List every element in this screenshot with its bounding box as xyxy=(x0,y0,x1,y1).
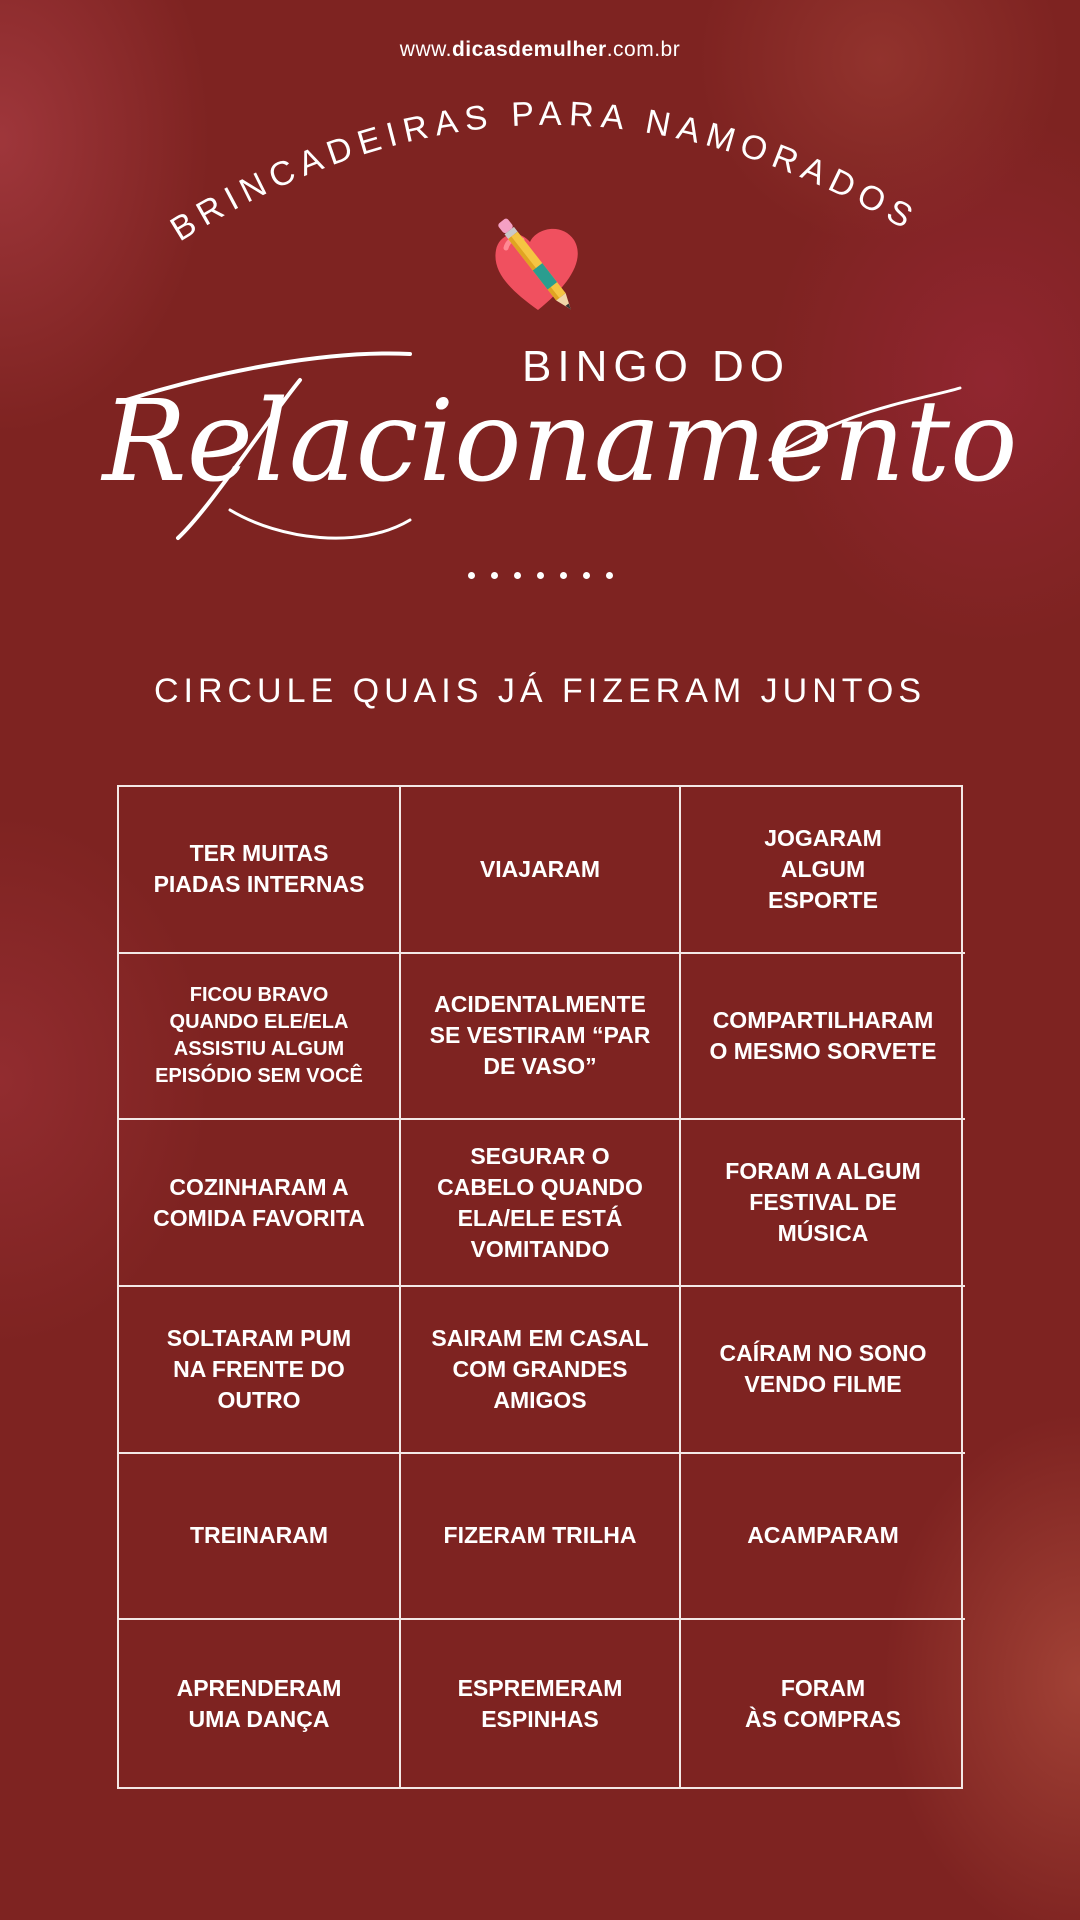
instruction-text: CIRCULE QUAIS JÁ FIZERAM JUNTOS xyxy=(153,672,927,710)
bingo-cell[interactable]: FICOU BRAVO QUANDO ELE/ELA ASSISTIU ALGUM EPISÓDIO SEM VOCÊ xyxy=(119,954,401,1121)
bingo-cell[interactable]: FORAM A ALGUM FESTIVAL DE MÚSICA xyxy=(681,1120,965,1287)
divider-dots xyxy=(0,566,1080,584)
bingo-cell[interactable]: APRENDERAM UMA DANÇA xyxy=(119,1620,401,1787)
bingo-cell[interactable]: ACIDENTALMENTE SE VESTIRAM “PAR DE VASO” xyxy=(401,954,681,1121)
bingo-cell[interactable]: ESPREMERAM ESPINHAS xyxy=(401,1620,681,1787)
bingo-grid xyxy=(117,785,963,1789)
arc-title-text: BRINCADEIRAS PARA NAMORADOS xyxy=(163,94,925,249)
title-bingo-do: BINGO DO xyxy=(522,342,791,391)
bingo-cell[interactable]: CAÍRAM NO SONO VENDO FILME xyxy=(681,1287,965,1454)
bingo-cell[interactable]: VIAJARAM xyxy=(401,787,681,954)
bingo-cell[interactable]: SAIRAM EM CASAL COM GRANDES AMIGOS xyxy=(401,1287,681,1454)
bingo-cell[interactable]: TREINARAM xyxy=(119,1454,401,1621)
site-url-suffix: .com.br xyxy=(606,38,681,61)
heart-with-pencil-icon xyxy=(490,210,590,330)
site-url-prefix: www. xyxy=(399,38,452,61)
bingo-cell[interactable]: FORAM ÀS COMPRAS xyxy=(745,1674,901,1732)
site-url-brand: dicasdemulher xyxy=(451,38,607,61)
bingo-cell[interactable]: JOGARAM ALGUM ESPORTE xyxy=(681,787,965,954)
bingo-cell[interactable]: COZINHARAM A COMIDA FAVORITA xyxy=(119,1120,401,1287)
bingo-cell[interactable]: COMPARTILHARAM O MESMO SORVETE xyxy=(681,954,965,1121)
bingo-cell[interactable]: SOLTARAM PUM NA FRENTE DO OUTRO xyxy=(119,1287,401,1454)
bingo-cell[interactable]: FIZERAM TRILHA xyxy=(401,1454,681,1621)
title-script xyxy=(0,340,1080,560)
title-script-text: Relacionamento xyxy=(102,377,1018,507)
bingo-cell[interactable]: SEGURAR O CABELO QUANDO ELA/ELE ESTÁ VOMITANDO xyxy=(401,1120,681,1287)
bingo-cell[interactable]: TER MUITAS PIADAS INTERNAS xyxy=(119,787,401,954)
bingo-cell[interactable]: ACAMPARAM xyxy=(681,1454,965,1621)
